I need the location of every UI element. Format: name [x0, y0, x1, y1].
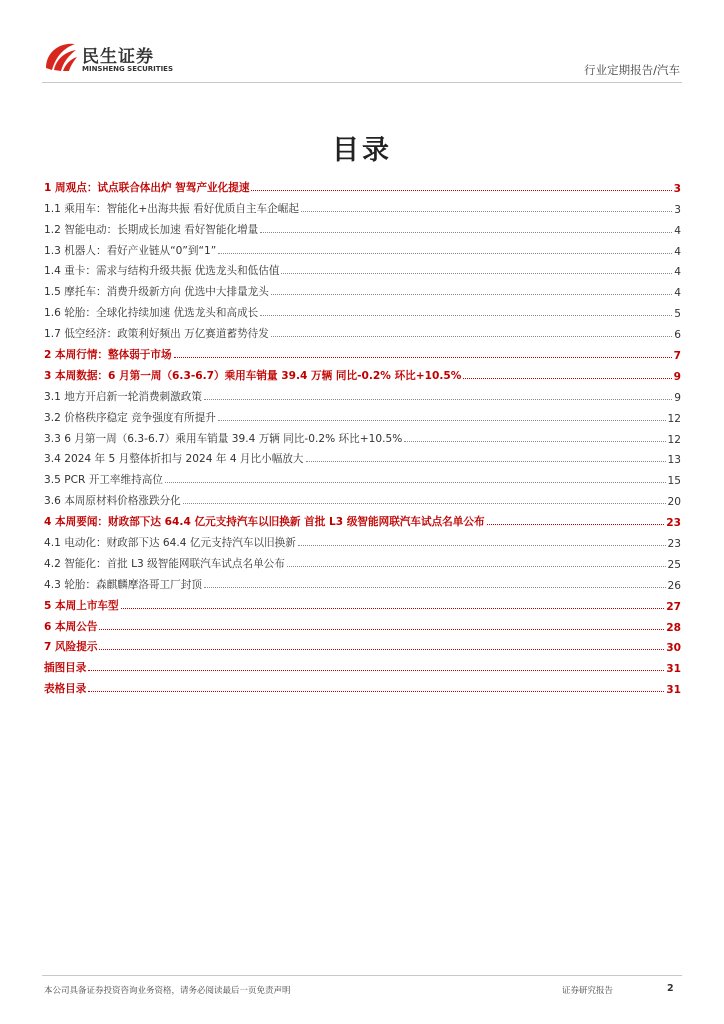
toc-entry-title: 1.6 轮胎：全球化持续加速 优选龙头和高成长	[44, 307, 259, 320]
toc-entry[interactable]	[44, 529, 681, 550]
toc-entry-title: 1.7 低空经济：政策利好频出 万亿赛道蓄势待发	[44, 328, 269, 341]
toc-dot-leader	[463, 378, 671, 379]
toc-entry-title: 3 本周数据：6 月第一周（6.3-6.7）乘用车销量 39.4 万辆 同比-0.2% 环比+10.5%	[44, 369, 462, 382]
toc-entry-page: 12	[667, 412, 681, 425]
header-divider	[42, 82, 682, 83]
minsheng-logo	[42, 38, 182, 78]
logo-chinese-text: 民生证券	[82, 47, 154, 67]
toc-entry-page: 13	[667, 454, 681, 467]
toc-dot-leader	[404, 441, 665, 442]
toc-entry-page: 3	[674, 203, 681, 216]
toc-dot-leader	[99, 629, 664, 630]
minsheng-logo-icon	[42, 40, 78, 74]
toc-entry-title: 1.2 智能电动：长期成长加速 看好智能化增量	[44, 223, 259, 236]
toc-entry[interactable]	[44, 383, 681, 404]
toc-entry[interactable]	[44, 613, 681, 634]
toc-entry-page: 5	[674, 308, 681, 321]
toc-entry[interactable]	[44, 362, 681, 383]
page-number: 2	[667, 983, 674, 994]
footer-divider	[42, 975, 682, 976]
toc-entry[interactable]	[44, 654, 681, 675]
toc-dot-leader	[271, 294, 672, 295]
toc-entry-title: 6 本周公告	[44, 620, 98, 633]
toc-dot-leader	[204, 587, 666, 588]
toc-dot-leader	[301, 211, 672, 212]
toc-entry-title: 1.5 摩托车：消费升级新方向 优选中大排量龙头	[44, 286, 269, 299]
toc-entry-page: 23	[666, 517, 681, 530]
toc-dot-leader	[287, 566, 666, 567]
toc-entry-page: 4	[674, 224, 681, 237]
toc-entry-page: 26	[667, 579, 681, 592]
toc-entry[interactable]	[44, 675, 681, 696]
toc-entry-page: 4	[674, 287, 681, 300]
toc-entry-page: 25	[667, 558, 681, 571]
toc-entry-page: 4	[674, 245, 681, 258]
toc-entry-title: 1.1 乘用车：智能化+出海共振 看好优质自主车企崛起	[44, 202, 299, 215]
toc-entry-page: 31	[666, 663, 681, 676]
toc-dot-leader	[174, 357, 672, 358]
toc-dot-leader	[271, 336, 672, 337]
toc-dot-leader	[281, 273, 672, 274]
toc-entry-title: 4 本周要闻：财政部下达 64.4 亿元支持汽车以旧换新 首批 L3 级智能网联汽车试点名单公布	[44, 516, 485, 529]
toc-dot-leader	[165, 482, 666, 483]
footer-disclaimer: 本公司具备证券投资咨询业务资格，请务必阅读最后一页免责声明	[44, 986, 291, 996]
toc-entry-page: 4	[674, 266, 681, 279]
toc-entry-title: 3.4 2024 年 5 月整体折扣与 2024 年 4 月比小幅放大	[44, 453, 304, 466]
toc-entry-title: 1.4 重卡：需求与结构升级共振 优选龙头和低估值	[44, 265, 280, 278]
footer-report-label: 证券研究报告	[562, 986, 614, 996]
toc-entry-page: 12	[667, 433, 681, 446]
toc-dot-leader	[88, 691, 664, 692]
toc-entry[interactable]	[44, 487, 681, 508]
toc-entry[interactable]	[44, 466, 681, 487]
logo-english-text: MINSHENG SECURITIES	[82, 65, 173, 73]
toc-entry-title: 4.1 电动化：财政部下达 64.4 亿元支持汽车以旧换新	[44, 537, 296, 550]
toc-entry-title: 2 本周行情：整体弱于市场	[44, 349, 172, 362]
toc-entry[interactable]	[44, 634, 681, 655]
toc-entry-page: 31	[666, 684, 681, 697]
toc-dot-leader	[99, 649, 664, 650]
toc-entry[interactable]	[44, 174, 681, 195]
toc-dot-leader	[204, 399, 672, 400]
toc-entry-title: 表格目录	[44, 683, 87, 696]
toc-entry[interactable]	[44, 446, 681, 467]
page-header	[42, 38, 682, 82]
toc-entry-title: 1.3 机器人：看好产业链从“0”到“1”	[44, 244, 217, 257]
toc-entry-page: 23	[667, 538, 681, 551]
toc-entry[interactable]	[44, 592, 681, 613]
toc-entry[interactable]	[44, 341, 681, 362]
toc-entry[interactable]	[44, 404, 681, 425]
toc-entry-title: 3.3 6 月第一周（6.3-6.7）乘用车销量 39.4 万辆 同比-0.2% 环比+10.5%	[44, 432, 403, 445]
toc-entry-page: 20	[667, 496, 681, 509]
toc-dot-leader	[88, 670, 664, 671]
toc-entry[interactable]	[44, 258, 681, 279]
toc-entry-title: 3.1 地方开启新一轮消费刺激政策	[44, 390, 202, 403]
toc-dot-leader	[218, 253, 672, 254]
toc-entry-page: 6	[674, 329, 681, 342]
toc-entry[interactable]	[44, 508, 681, 529]
toc-entry-page: 3	[673, 182, 681, 195]
toc-entry-title: 7 风险提示	[44, 641, 98, 654]
toc-entry[interactable]	[44, 278, 681, 299]
toc-dot-leader	[260, 232, 672, 233]
toc-entry-page: 15	[667, 475, 681, 488]
toc-entry-page: 28	[666, 621, 681, 634]
toc-entry-title: 4.3 轮胎：森麒麟摩洛哥工厂封顶	[44, 578, 202, 591]
report-type-label: 行业定期报告/汽车	[584, 63, 680, 77]
toc-entry-title: 3.2 价格秩序稳定 竞争强度有所提升	[44, 411, 216, 424]
toc-dot-leader	[260, 315, 672, 316]
toc-entry-page: 30	[666, 642, 681, 655]
toc-dot-leader	[218, 420, 666, 421]
toc-entry[interactable]	[44, 550, 681, 571]
toc-entry[interactable]	[44, 216, 681, 237]
toc-entry[interactable]	[44, 425, 681, 446]
toc-dot-leader	[298, 545, 666, 546]
page-title: 目录	[332, 135, 392, 166]
toc-dot-leader	[487, 524, 665, 525]
toc-entry-page: 27	[666, 600, 681, 613]
toc-entry[interactable]	[44, 320, 681, 341]
toc-dot-leader	[251, 190, 671, 191]
toc-entry[interactable]	[44, 195, 681, 216]
toc-dot-leader	[306, 461, 666, 462]
toc-dot-leader	[121, 608, 665, 609]
table-of-contents	[44, 174, 681, 696]
toc-entry-title: 4.2 智能化：首批 L3 级智能网联汽车试点名单公布	[44, 557, 285, 570]
toc-entry-page: 7	[673, 350, 681, 363]
toc-entry[interactable]	[44, 237, 681, 258]
toc-entry[interactable]	[44, 571, 681, 592]
toc-entry-page: 9	[673, 370, 681, 383]
toc-entry-title: 3.6 本周原材料价格涨跌分化	[44, 495, 181, 508]
toc-entry-title: 3.5 PCR 开工率维持高位	[44, 474, 163, 487]
toc-entry-page: 9	[674, 391, 681, 404]
toc-entry[interactable]	[44, 299, 681, 320]
toc-dot-leader	[183, 503, 666, 504]
toc-entry-title: 5 本周上市车型	[44, 599, 119, 612]
toc-entry-title: 插图目录	[44, 662, 87, 675]
toc-entry-title: 1 周观点：试点联合体出炉 智驾产业化提速	[44, 181, 250, 194]
